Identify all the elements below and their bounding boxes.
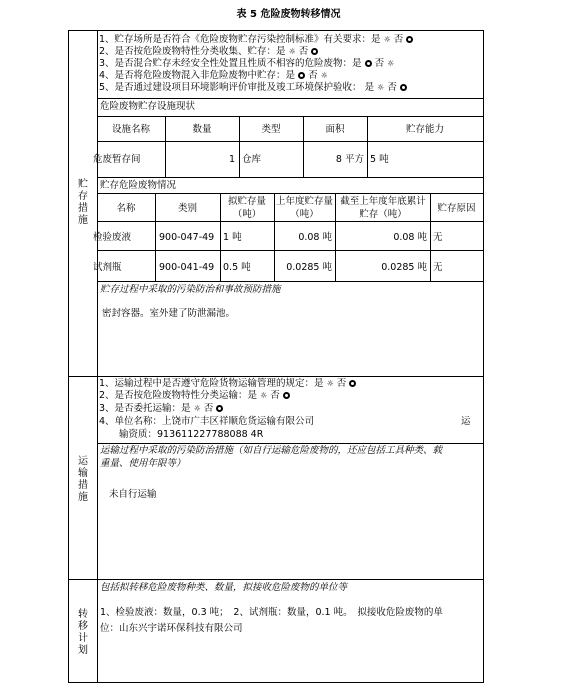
radio-selected-icon[interactable]: [298, 72, 305, 79]
waste-col-reason: 贮存原因: [437, 203, 476, 214]
divider: [97, 443, 483, 444]
transport-q2: 2、是否按危险废物特性分类运输：是 ☼ 否: [99, 390, 290, 402]
storage-q2: 2、是否按危险废物特性分类收集、贮存：是 ☼ 否: [99, 46, 318, 58]
waste-row-1-planned: 1 吨: [223, 232, 242, 243]
radio-selected-icon[interactable]: [283, 392, 290, 399]
transport-measures-text: 未自行运输: [109, 489, 157, 500]
radio-no-icon[interactable]: ☼: [320, 71, 328, 80]
divider: [97, 116, 483, 117]
section-divider-transport: [69, 579, 483, 580]
facility-col-name: 设施名称: [111, 124, 150, 135]
waste-row-2-name: 试剂瓶: [93, 262, 122, 273]
waste-row-1-category: 900-047-49: [159, 232, 215, 243]
side-label-plan: 转 移 计 划: [78, 609, 88, 656]
radio-yes-icon[interactable]: ☼: [383, 35, 391, 44]
waste-col-name: 名称: [116, 203, 136, 214]
radio-yes-icon[interactable]: ☼: [326, 379, 334, 388]
radio-selected-icon[interactable]: [311, 48, 318, 55]
storage-measures-title: 贮存过程中采取的污染防治和事故预防措施: [100, 284, 281, 295]
storage-q1: 1、贮存场所是否符合《危险废物贮存污染控制标准》有关要求：是 ☼ 否: [99, 34, 413, 46]
facility-col-count: 数量: [192, 124, 212, 135]
waste-col-last-year: 上年度贮存量（吨）: [275, 196, 333, 220]
divider: [97, 177, 483, 178]
facility-area: 8 平方: [335, 154, 364, 165]
divider: [97, 281, 483, 282]
waste-row-2-category: 900-041-49: [159, 262, 215, 273]
facility-type: 仓库: [242, 154, 262, 165]
radio-yes-icon[interactable]: ☼: [288, 47, 296, 56]
waste-row-2-cumulative: 0.0285 吨: [381, 262, 427, 273]
transport-suffix: 运: [461, 416, 471, 427]
radio-selected-icon[interactable]: [365, 60, 372, 67]
waste-row-2-reason: 无: [433, 262, 443, 273]
storage-q3: 3、是否混合贮存未经安全性处置且性质不相容的危险废物：是 否 ☼: [99, 58, 395, 69]
radio-selected-icon[interactable]: [406, 36, 413, 43]
waste-row-1-cumulative: 0.08 吨: [393, 232, 427, 243]
waste-header: 贮存危险废物情况: [100, 180, 177, 191]
waste-col-planned: 拟贮存量（吨）: [227, 196, 266, 220]
waste-row-1-last-year: 0.08 吨: [298, 232, 332, 243]
radio-no-icon[interactable]: ☼: [387, 59, 395, 68]
facility-col-type: 类型: [261, 124, 281, 135]
table-title: 表 5 危险废物转移情况: [236, 9, 341, 20]
transport-q1: 1、运输过程中是否遵守危险货物运输管理的规定：是 ☼ 否: [99, 378, 356, 390]
waste-row-2-planned: 0.5 吨: [223, 262, 251, 273]
plan-header: 包括拟转移危险废物种类、数量，拟接收危险废物的单位等: [100, 582, 348, 593]
radio-selected-icon[interactable]: [400, 84, 407, 91]
waste-row-1-reason: 无: [433, 232, 443, 243]
facility-name: 危废暂存间: [93, 154, 141, 165]
divider: [97, 141, 483, 142]
transfer-table: [68, 30, 484, 683]
section-divider-storage: [69, 376, 483, 377]
facility-col-area: 面积: [325, 124, 345, 135]
waste-col-category: 类别: [177, 203, 197, 214]
side-label-storage: 贮 存 措 施: [78, 179, 88, 226]
storage-q4: 4、是否将危险废物混入非危险废物中贮存：是 否 ☼: [99, 70, 328, 81]
waste-col-cumulative: 截至上年度年底累计贮存（吨）: [340, 196, 426, 220]
radio-selected-icon[interactable]: [349, 380, 356, 387]
storage-measures-text: 密封容器。室外建了防泄漏池。: [102, 308, 236, 319]
radio-yes-icon[interactable]: ☼: [193, 404, 201, 413]
plan-line-1: 1、检验废液：数量，0.3 吨； 2、试剂瓶：数量，0.1 吨。 拟接收危险废物的单: [100, 607, 443, 618]
radio-yes-icon[interactable]: ☼: [260, 391, 268, 400]
facility-col-capacity: 贮存能力: [405, 124, 444, 135]
facility-header: 危险废物贮存设施现状: [100, 101, 196, 112]
waste-row-2-last-year: 0.0285 吨: [286, 262, 332, 273]
transport-measures-title-2: 重量、使用年限等）: [100, 458, 186, 469]
storage-q5: 5、是否通过建设项目环境影响评价审批及竣工环境保护验收： 是 ☼ 否: [99, 82, 407, 94]
waste-row-1-name: 检验废液: [93, 232, 132, 243]
divider: [97, 98, 483, 99]
plan-line-2: 位：山东兴宇诺环保科技有限公司: [100, 623, 243, 634]
facility-capacity: 5 吨: [370, 154, 389, 165]
divider: [97, 250, 483, 251]
transport-measures-title-1: 运输过程中采取的污染防治措施（如自行运输危险废物的，还应包括工具种类、载: [100, 445, 443, 456]
transport-qualification: 输资质：913611227788088 4R: [119, 429, 264, 440]
radio-yes-icon[interactable]: ☼: [377, 83, 385, 92]
transport-q4: 4、单位名称：上饶市广丰区祥顺危货运输有限公司: [99, 416, 315, 427]
side-label-transport: 运 输 措 施: [78, 456, 88, 503]
radio-selected-icon[interactable]: [216, 405, 223, 412]
transport-q3: 3、是否委托运输：是 ☼ 否: [99, 403, 223, 415]
facility-count: 1: [228, 154, 235, 165]
divider: [97, 221, 483, 222]
